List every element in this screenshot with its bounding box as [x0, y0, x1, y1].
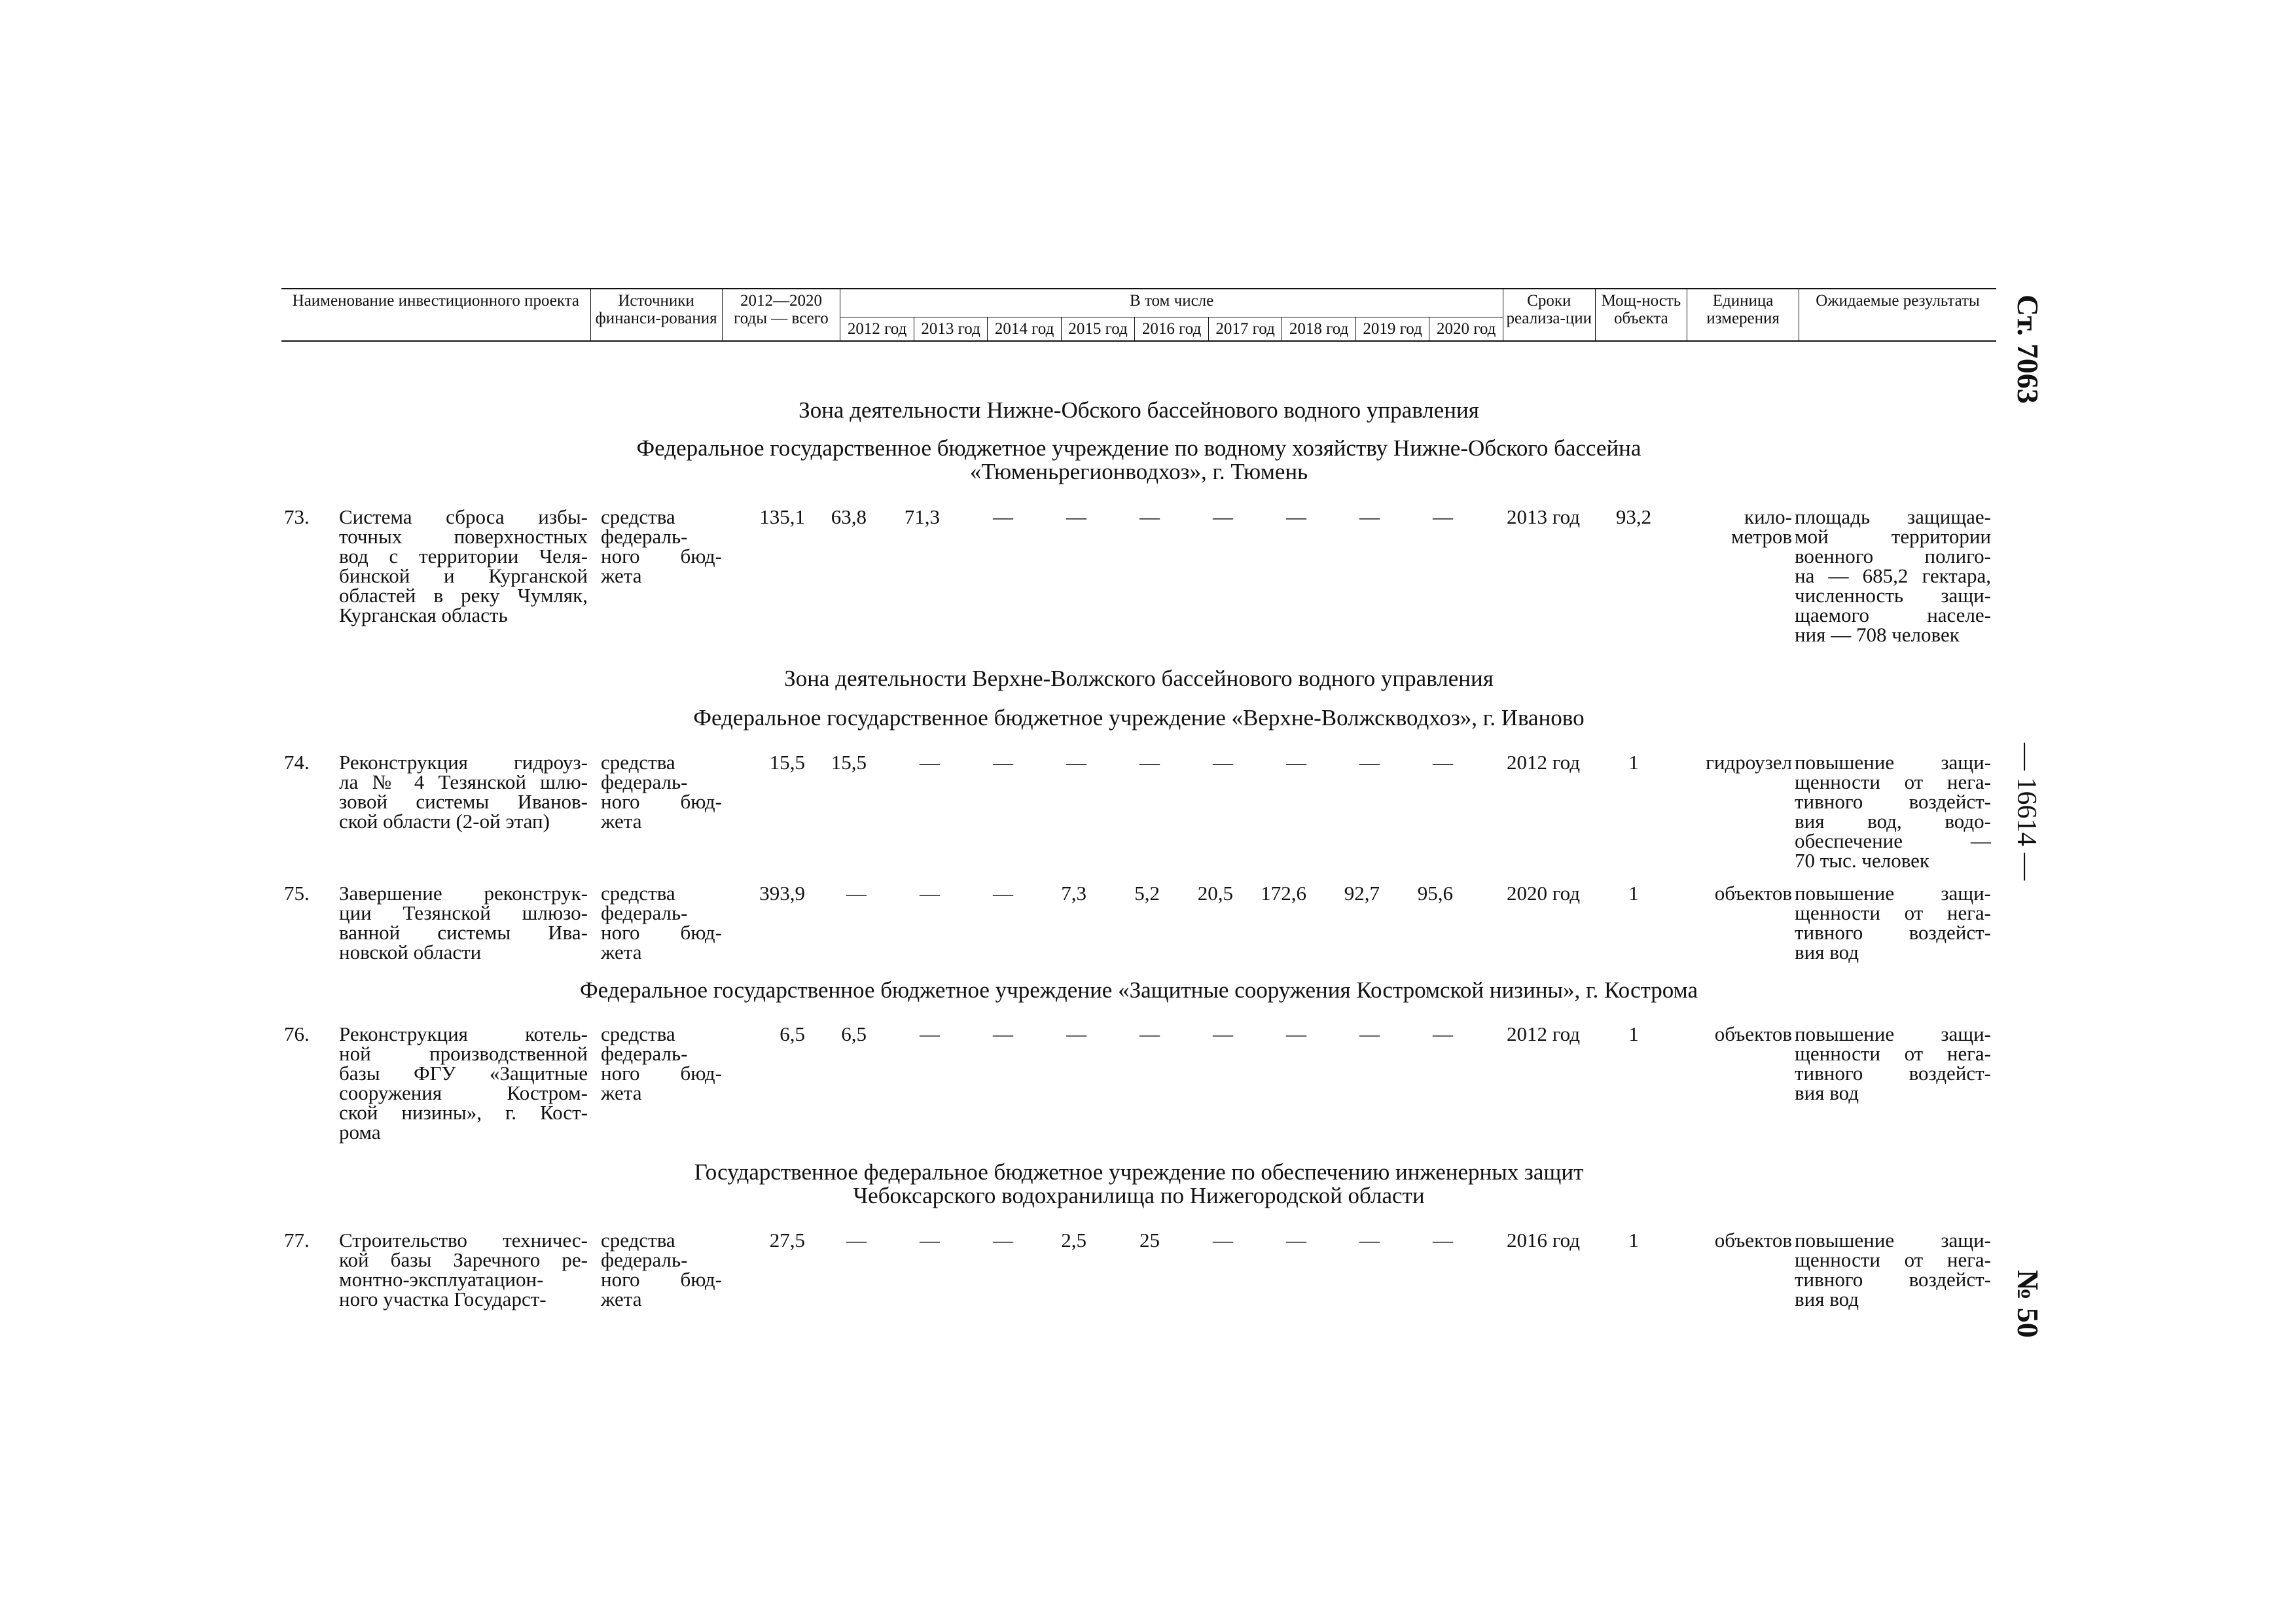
project-name-line: Строительство техничес- — [339, 1229, 588, 1252]
header-unit: Единица измерения — [1687, 289, 1799, 341]
funding-source-line: федераль- — [601, 770, 688, 793]
unit-of-measure — [1681, 1024, 1792, 1044]
org-heading: Федеральное государственное бюджетное учреждение «Верхне-Волжскводхоз», г. Иваново — [693, 705, 1585, 731]
row-number: 74. — [284, 751, 310, 774]
expected-results-line: вия вод, водо- — [1795, 810, 1991, 833]
year-value: — — [1213, 505, 1233, 528]
expected-results-line: повышение защи- — [1795, 751, 1991, 774]
year-value: — — [1066, 505, 1086, 528]
expected-results-line: 70 тыс. человек — [1795, 849, 1929, 872]
expected-results — [1795, 1024, 1991, 1103]
year-value: 2,5 — [1061, 1229, 1086, 1252]
org-heading: Чебоксарского водохранилища по Нижегородской области — [853, 1183, 1425, 1208]
funding-source-line: федераль- — [601, 1042, 688, 1065]
year-value: — — [1433, 1229, 1453, 1252]
project-name-line: зовой системы Иванов- — [339, 790, 588, 813]
row-number: 75. — [284, 882, 310, 905]
expected-results-line: на — 685,2 гектара, — [1795, 564, 1991, 587]
project-name — [339, 753, 588, 831]
unit-of-measure — [1681, 1231, 1792, 1250]
expected-results-line: вия вод — [1795, 941, 1859, 964]
header-total: 2012—2020 годы — всего — [722, 289, 840, 341]
year-value: — — [1286, 505, 1306, 528]
year-value: — — [1359, 1229, 1380, 1252]
expected-results-line: повышение защи- — [1795, 882, 1991, 905]
project-name — [339, 1231, 588, 1309]
year-value: — — [920, 1022, 940, 1045]
funding-source — [601, 507, 722, 586]
project-name-line: точных поверхностных — [339, 525, 588, 548]
year-value: 92,7 — [1344, 882, 1380, 905]
table-header — [281, 288, 1996, 342]
project-name-line: бинской и Курганской — [339, 564, 588, 587]
org-heading: «Тюменьрегионводхоз», г. Тюмень — [969, 459, 1308, 484]
total-value: 393,9 — [759, 882, 805, 905]
header-capacity: Мощ-ность объекта — [1595, 289, 1687, 341]
expected-results-line: тивного воздейст- — [1795, 1062, 1991, 1085]
total-value: 15,5 — [769, 751, 805, 774]
implementation-term: 2020 год — [1506, 882, 1581, 905]
year-value: 63,8 — [831, 505, 867, 528]
year-value: — — [1286, 1022, 1306, 1045]
expected-results-line: площадь защищае- — [1795, 505, 1991, 528]
header-including: В том числе — [840, 289, 1503, 317]
funding-source-line: ного бюд- — [601, 1062, 722, 1085]
year-value: — — [1433, 1022, 1453, 1045]
funding-source — [601, 1231, 722, 1309]
year-value: — — [920, 882, 940, 905]
funding-source-line: жета — [601, 1081, 642, 1104]
project-name — [339, 1024, 588, 1142]
funding-source-line: ного бюд- — [601, 790, 722, 813]
year-value: 25 — [1139, 1229, 1160, 1252]
funding-source — [601, 1024, 722, 1103]
project-name-line: Курганская область — [339, 604, 508, 626]
funding-source — [601, 753, 722, 831]
capacity-value: 1 — [1628, 1229, 1639, 1252]
expected-results-line: мой территории — [1795, 525, 1991, 548]
project-name — [339, 507, 588, 625]
year-value: — — [1066, 751, 1086, 774]
year-value: — — [1139, 1022, 1160, 1045]
expected-results-line: вия вод — [1795, 1081, 1859, 1104]
expected-results-line: щенности от нега- — [1795, 1248, 1991, 1271]
expected-results-line: повышение защи- — [1795, 1022, 1991, 1045]
project-name-line: ной производственной — [339, 1042, 588, 1065]
year-value: — — [1213, 751, 1233, 774]
header-year: 2012 год — [840, 317, 914, 342]
unit-of-measure — [1681, 753, 1792, 772]
org-heading: Федеральное государственное бюджетное учреждение по водному хозяйству Нижне-Обского бассейна — [636, 435, 1641, 461]
year-value: — — [1433, 751, 1453, 774]
header-term: Сроки реализа-ции — [1503, 289, 1595, 341]
header-name: Наименование инвестиционного проекта — [281, 289, 590, 341]
year-value: — — [993, 1229, 1013, 1252]
total-value: 6,5 — [780, 1022, 805, 1045]
expected-results-line: вия вод — [1795, 1288, 1859, 1310]
year-value: 15,5 — [831, 751, 867, 774]
expected-results — [1795, 507, 1991, 645]
funding-source-line: ного бюд- — [601, 921, 722, 944]
project-name-line: ла № 4 Тезянской шлю- — [339, 770, 588, 793]
year-value: — — [1213, 1022, 1233, 1045]
expected-results — [1795, 753, 1991, 871]
project-name-line: базы ФГУ «Защитные — [339, 1062, 588, 1085]
project-name-line: ской низины», г. Кост- — [339, 1101, 588, 1124]
expected-results-line: повышение защи- — [1795, 1229, 1991, 1252]
capacity-value: 1 — [1628, 751, 1639, 774]
implementation-term: 2013 год — [1506, 505, 1581, 528]
expected-results-line: щаемого населе- — [1795, 604, 1991, 626]
year-value: — — [1286, 751, 1306, 774]
funding-source-line: средства — [601, 505, 675, 528]
header-year: 2014 год — [988, 317, 1062, 342]
row-number: 76. — [284, 1022, 310, 1045]
year-value: — — [993, 882, 1013, 905]
expected-results — [1795, 884, 1991, 962]
org-heading: Федеральное государственное бюджетное учреждение «Защитные сооружения Костромской низины», г. Кострома — [580, 977, 1698, 1003]
header-year: 2019 год — [1355, 317, 1429, 342]
year-value: 71,3 — [904, 505, 940, 528]
year-value: — — [993, 751, 1013, 774]
expected-results-line: тивного воздейст- — [1795, 1268, 1991, 1291]
year-value: 6,5 — [841, 1022, 867, 1045]
total-value: 27,5 — [769, 1229, 805, 1252]
year-value: — — [1213, 1229, 1233, 1252]
implementation-term: 2012 год — [1506, 751, 1581, 774]
project-name-line: рома — [339, 1121, 381, 1144]
year-value: — — [846, 1229, 867, 1252]
project-name-line: ного участка Государст- — [339, 1288, 547, 1310]
year-value: — — [1359, 751, 1380, 774]
year-value: 95,6 — [1417, 882, 1453, 905]
zone-heading: Зона деятельности Верхне-Волжского бассейнового водного управления — [784, 666, 1494, 691]
total-value: 135,1 — [759, 505, 805, 528]
expected-results-line: тивного воздейст- — [1795, 921, 1991, 944]
page-number: — 16614 — — [2011, 743, 2041, 880]
year-value: — — [920, 1229, 940, 1252]
expected-results-line: щенности от нега- — [1795, 1042, 1991, 1065]
expected-results — [1795, 1231, 1991, 1309]
capacity-value: 1 — [1628, 1022, 1639, 1045]
funding-source-line: ного бюд- — [601, 1268, 722, 1291]
expected-results-line: ния — 708 человек — [1795, 623, 1960, 646]
unit-of-measure-line: объектов — [1714, 1022, 1792, 1045]
year-value: 172,6 — [1261, 882, 1306, 905]
expected-results-line: щенности от нега- — [1795, 770, 1991, 793]
issue-number: № 50 — [2011, 1270, 2045, 1338]
project-name-line: Реконструкция гидроуз- — [339, 751, 588, 774]
project-name-line: новской области — [339, 941, 482, 964]
funding-source-line: жета — [601, 810, 642, 833]
zone-heading: Зона деятельности Нижне-Обского бассейнового водного управления — [798, 397, 1479, 423]
year-value: — — [1359, 1022, 1380, 1045]
unit-of-measure — [1681, 884, 1792, 903]
unit-of-measure — [1681, 507, 1792, 547]
project-name-line: Завершение реконструк- — [339, 882, 588, 905]
funding-source-line: ного бюд- — [601, 545, 722, 568]
project-name-line: ской области (2-ой этап) — [339, 810, 550, 833]
project-name-line: ванной системы Ива- — [339, 921, 588, 944]
year-value: — — [846, 882, 867, 905]
year-value: — — [920, 751, 940, 774]
project-name-line: монтно-эксплуатацион- — [339, 1268, 544, 1291]
implementation-term: 2012 год — [1506, 1022, 1581, 1045]
year-value: 5,2 — [1134, 882, 1160, 905]
header-year: 2013 год — [914, 317, 988, 342]
header-year: 2017 год — [1208, 317, 1282, 342]
funding-source-line: средства — [601, 882, 675, 905]
project-name-line: Реконструкция котель- — [339, 1022, 588, 1045]
project-name-line: вод с территории Челя- — [339, 545, 588, 568]
project-name-line: кой базы Заречного ре- — [339, 1248, 588, 1271]
unit-of-measure-line: объектов — [1714, 1229, 1792, 1252]
row-number: 77. — [284, 1229, 310, 1252]
funding-source-line: средства — [601, 751, 675, 774]
project-name-line: областей в реку Чумляк, — [339, 584, 588, 607]
header-source: Источники финанси-рования — [590, 289, 722, 341]
row-number: 73. — [284, 505, 310, 528]
funding-source-line: федераль- — [601, 901, 688, 924]
year-value: 7,3 — [1061, 882, 1086, 905]
year-value: — — [1359, 505, 1380, 528]
unit-of-measure-line: метров — [1731, 525, 1792, 548]
funding-source-line: жета — [601, 1288, 642, 1310]
year-value: — — [1066, 1022, 1086, 1045]
funding-source-line: средства — [601, 1229, 675, 1252]
year-value: — — [1286, 1229, 1306, 1252]
page-label: Ст. 7063 — [2011, 295, 2045, 404]
project-name-line: сооружения Костром- — [339, 1081, 588, 1104]
unit-of-measure-line: объектов — [1714, 882, 1792, 905]
year-value: 20,5 — [1197, 882, 1233, 905]
expected-results-line: тивного воздейст- — [1795, 790, 1991, 813]
funding-source-line: федераль- — [601, 1248, 688, 1271]
funding-source — [601, 884, 722, 962]
expected-results-line: обеспечение — — [1795, 829, 1991, 852]
capacity-value: 93,2 — [1615, 505, 1652, 528]
org-heading: Государственное федеральное бюджетное учреждение по обеспечению инженерных защит — [694, 1159, 1584, 1185]
funding-source-line: средства — [601, 1022, 675, 1045]
year-value: — — [1139, 505, 1160, 528]
year-value: — — [993, 505, 1013, 528]
project-name — [339, 884, 588, 962]
header-results: Ожидаемые результаты — [1799, 289, 1996, 341]
unit-of-measure-line: кило- — [1744, 505, 1792, 528]
project-name-line: ции Тезянской шлюзо- — [339, 901, 588, 924]
header-year: 2020 год — [1429, 317, 1503, 342]
header-year: 2016 год — [1135, 317, 1209, 342]
funding-source-line: жета — [601, 564, 642, 587]
header-year: 2018 год — [1282, 317, 1356, 342]
funding-source-line: жета — [601, 941, 642, 964]
capacity-value: 1 — [1628, 882, 1639, 905]
implementation-term: 2016 год — [1506, 1229, 1581, 1252]
year-value: — — [1433, 505, 1453, 528]
unit-of-measure-line: гидроузел — [1706, 751, 1792, 774]
header-year: 2015 год — [1061, 317, 1135, 342]
expected-results-line: численность защи- — [1795, 584, 1991, 607]
project-name-line: Система сброса избы- — [339, 505, 588, 528]
funding-source-line: федераль- — [601, 525, 688, 548]
year-value: — — [993, 1022, 1013, 1045]
expected-results-line: военного полиго- — [1795, 545, 1991, 568]
expected-results-line: щенности от нега- — [1795, 901, 1991, 924]
year-value: — — [1139, 751, 1160, 774]
